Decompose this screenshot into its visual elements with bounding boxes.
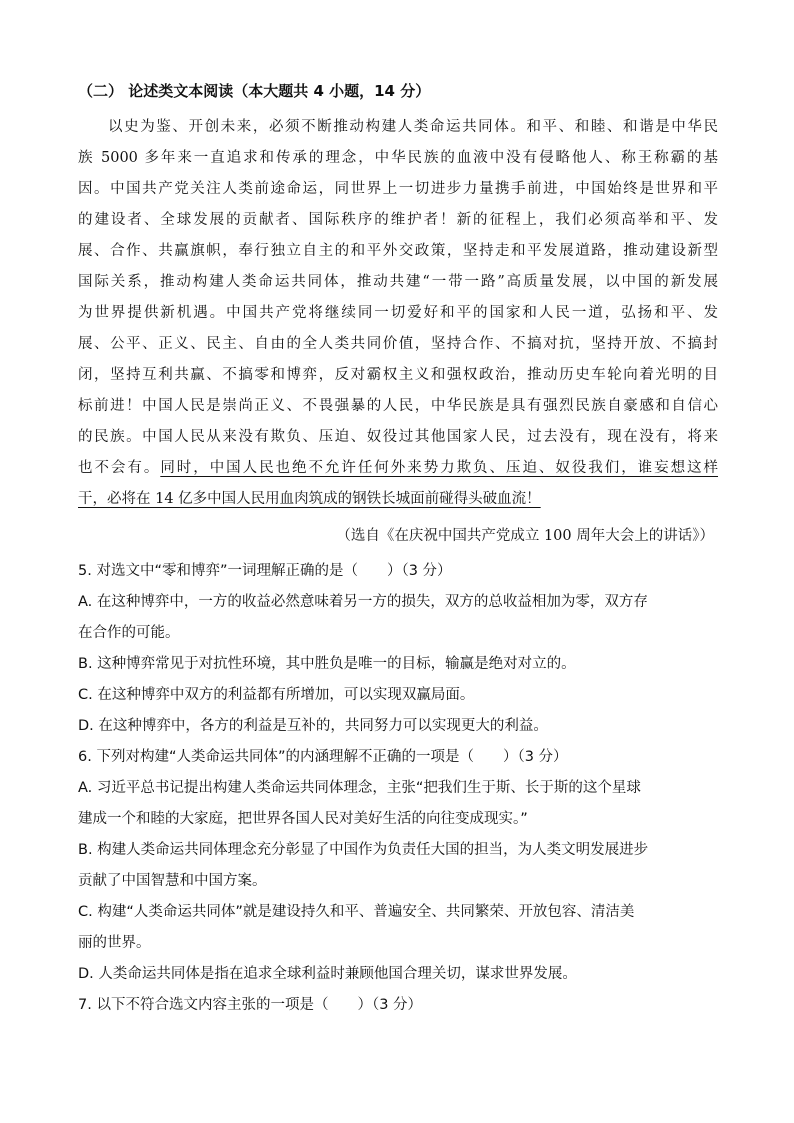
passage-line: 以史为鉴、开创未来，必须不断推动构建人类命运共同体。和平、和睦、和谐是中华民: [108, 119, 718, 135]
passage-line: 标前进！中国人民是崇尚正义、不畏强暴的人民，中华民族是具有强烈民族自豪感和自信心: [78, 398, 718, 414]
passage-line-underlined: [78, 484, 718, 515]
passage-line: 展、公平、正义、民主、自由的全人类共同价值，坚持合作、不搞对抗，坚持开放、不搞封: [78, 336, 718, 352]
question-option: A. 在这种博弈中，一方的收益必然意味着另一方的损失，双方的总收益相加为零，双方存: [78, 594, 648, 610]
question-option: A. 习近平总书记提出构建人类命运共同体理念，主张“把我们生于斯、长于斯的这个星球: [78, 780, 641, 796]
question-stem: 7. 以下不符合选文内容主张的一项是（ ）（3 分）: [78, 997, 423, 1013]
question-option: 丽的世界。: [78, 935, 151, 951]
passage-source: （选自《在庆祝中国共产党成立 100 周年大会上的讲话》）: [336, 528, 714, 544]
passage-line: 展、合作、共赢旗帜，奉行独立自主的和平外交政策，坚持走和平发展道路，推动建设新型: [78, 243, 718, 259]
passage-line: 闭，坚持互利共赢、不搞零和博弈，反对霸权主义和强权政治，推动历史车轮向着光明的目: [78, 367, 718, 383]
question-option: 建成一个和睦的大家庭，把世界各国人民对美好生活的向往变成现实。”: [78, 811, 528, 827]
question-option: D. 在这种博弈中，各方的利益是互补的，共同努力可以实现更大的利益。: [78, 718, 548, 734]
question-option: 在合作的可能。: [78, 625, 180, 641]
passage-line: 为世界提供新机遇。中国共产党将继续同一切爱好和平的国家和人民一道，弘扬和平、发: [78, 305, 718, 321]
passage-line: 的民族。中国人民从来没有欺负、压迫、奴役过其他国家人民，过去没有，现在没有，将来: [78, 429, 718, 445]
question-option: C. 在这种博弈中双方的利益都有所增加，可以实现双赢局面。: [78, 687, 475, 703]
passage-line: 因。中国共产党关注人类前途命运，同世界上一切进步力量携手前进，中国始终是世界和平: [78, 181, 718, 197]
underlined-segment: 干，必将在 14 亿多中国人民用血肉筑成的钢铁长城面前碰得头破血流！: [78, 491, 541, 507]
question-option: D. 人类命运共同体是指在追求全球利益时兼顾他国合理关切，谋求世界发展。: [78, 966, 577, 982]
underlined-segment: 同时，中国人民也绝不允许任何外来势力欺负、压迫、奴役我们，谁妄想这样: [160, 460, 719, 476]
section-title: （二） 论述类文本阅读（本大题共 4 小题，14 分）: [78, 82, 431, 100]
question-stem: 6. 下列对构建“人类命运共同体”的内涵理解不正确的一项是（ ）（3 分）: [78, 749, 568, 765]
question-option: C. 构建“人类命运共同体”就是建设持久和平、普遍安全、共同繁荣、开放包容、清洁美: [78, 904, 635, 920]
reading-passage: [78, 112, 718, 515]
passage-line-mixed: [78, 453, 718, 484]
question-list: [78, 556, 718, 1021]
question-option: B. 构建人类命运共同体理念充分彰显了中国作为负责任大国的担当，为人类文明发展进步: [78, 842, 649, 858]
question-option: B. 这种博弈常见于对抗性环境，其中胜负是唯一的目标，输赢是绝对对立的。: [78, 656, 576, 672]
question-option: 贡献了中国智慧和中国方案。: [78, 873, 267, 889]
passage-line: 族 5000 多年来一直追求和传承的理念，中华民族的血液中没有侵略他人、称王称霸的基: [78, 150, 718, 166]
passage-plain-segment: 也不会有。: [78, 460, 161, 476]
passage-line: 的建设者、全球发展的贡献者、国际秩序的维护者！新的征程上，我们必须高举和平、发: [78, 212, 718, 228]
question-stem: 5. 对选文中“零和博弈”一词理解正确的是（ ）（3 分）: [78, 563, 452, 579]
passage-line: 国际关系，推动构建人类命运共同体，推动共建“一带一路”高质量发展，以中国的新发展: [78, 274, 718, 290]
